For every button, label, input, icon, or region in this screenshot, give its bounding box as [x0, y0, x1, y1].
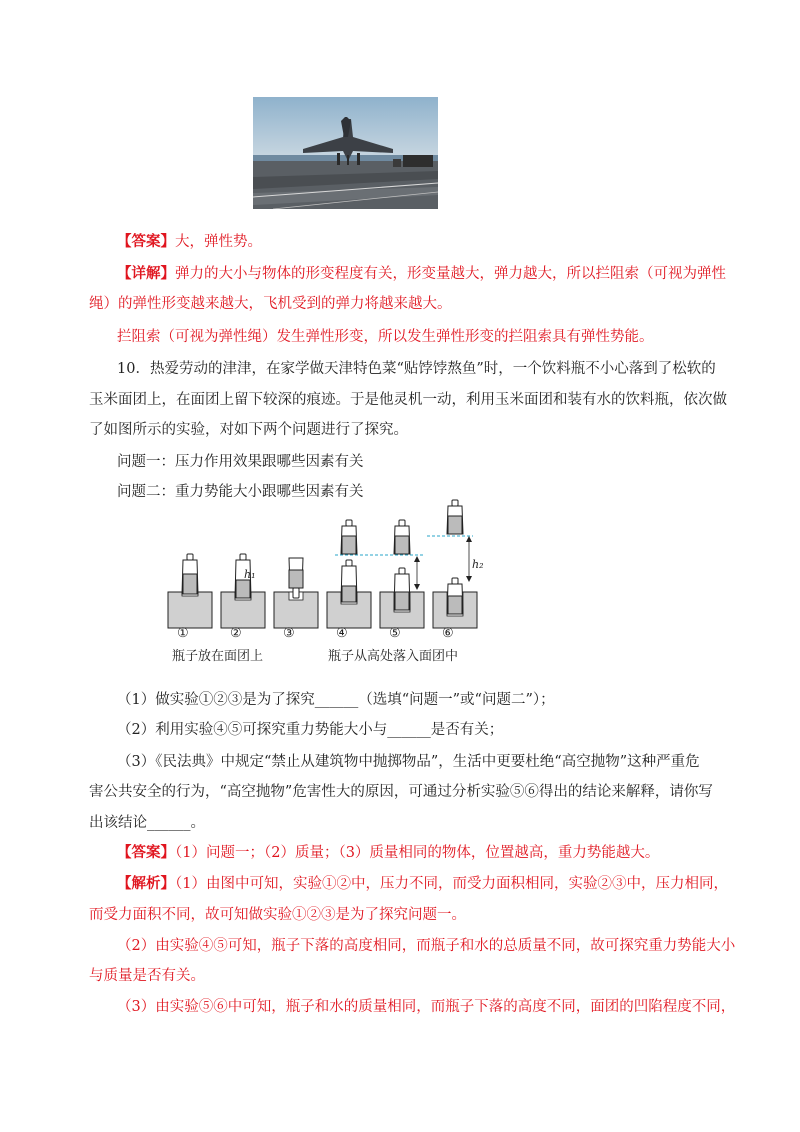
answer-paragraph [117, 232, 800, 252]
answer-paragraph-2 [117, 843, 800, 863]
label-5: ⑤ [389, 626, 401, 641]
label-2: ② [230, 626, 242, 641]
h1-label: h₁ [244, 568, 256, 581]
bottle-5-low [394, 568, 410, 610]
dough-block-1 [168, 592, 212, 628]
fighter-jet-landing-photo [253, 97, 438, 209]
h2-label: h₂ [472, 558, 484, 571]
sub-question-3-line-3: 出该结论______。 [89, 815, 205, 831]
detail-text-1: 弹力的大小与物体的形变程度有关，形变量越大，弹力越大，所以拦阻索（可视为弹性 [175, 266, 726, 282]
answer-text-2: （1）问题一；（2）质量；（3）质量相同的物体，位置越高，重力势能越大。 [175, 845, 660, 861]
detail-paragraph-2: 拦阻索（可视为弹性绳）发生弹性形变，所以发生弹性形变的拦阻索具有弹性势能。 [117, 329, 654, 345]
label-4: ④ [336, 626, 348, 641]
label-6: ⑥ [442, 626, 454, 641]
question-10-line-2: 玉米面团上，在面团上留下较深的痕迹。于是他灵机一动，利用玉米面团和装有水的饮料瓶，依次做 [89, 392, 727, 408]
caption-right: 瓶子从高处落入面团中 [328, 649, 459, 664]
analysis-line-2: 而受力面积不同，故可知做实验①②③是为了探究问题一。 [89, 907, 466, 923]
analysis-line-5: （3）由实验⑤⑥中可知，瓶子和水的质量相同，而瓶子下落的高度不同，面团的凹陷程度不同， [117, 999, 736, 1015]
problem-1: 问题一：压力作用效果跟哪些因素有关 [117, 454, 364, 470]
label-3: ③ [283, 626, 295, 641]
bottle-4-low [341, 560, 357, 602]
sub-question-2: （2）利用实验④⑤可探究重力势能大小与______是否有关； [117, 722, 504, 738]
detail-line-2: 绳）的弹性形变越来越大，飞机受到的弹力将越来越大。 [89, 296, 452, 312]
analysis-text-1: （1）由图中可知，实验①②中，压力不同，而受力面积相同，实验②③中，压力相同， [175, 876, 728, 892]
detail-tag: 【详解】 [117, 265, 175, 282]
bottle-4-high [341, 520, 357, 554]
bottle-1 [182, 554, 198, 594]
analysis-line-1 [117, 874, 800, 894]
question-10-line-3: 了如图所示的实验，对如下两个问题进行了探究。 [89, 422, 408, 438]
analysis-line-3: （2）由实验④⑤可知，瓶子下落的高度相同，而瓶子和水的总质量不同，故可探究重力势能大小 [117, 938, 736, 954]
analysis-tag: 【解析】 [117, 875, 175, 892]
problem-2: 问题二：重力势能大小跟哪些因素有关 [117, 484, 364, 500]
label-1: ① [177, 626, 189, 641]
bottle-6-high [447, 500, 463, 534]
answer-tag: 【答案】 [117, 233, 175, 250]
caption-left: 瓶子放在面团上 [172, 649, 264, 664]
sub-question-3-line-2: 害公共安全的行为，“高空抛物”危害性大的原因，可通过分析实验⑤⑥得出的结论来解释，请你写 [89, 784, 713, 800]
answer-text: 大，弹性势。 [175, 234, 262, 250]
sub-question-3-line-1: （3）《民法典》中规定“禁止从建筑物中抛掷物品”，生活中更要杜绝“高空抛物”这种严重危 [117, 754, 700, 770]
bottle-6-low [447, 578, 463, 614]
bottle-5-high [394, 520, 410, 554]
detail-line-1 [117, 264, 800, 284]
experiment-figure [163, 496, 483, 662]
question-10-line-1: 10．热爱劳动的津津，在家学做天津特色菜“贴饽饽熬鱼”时，一个饮料瓶不小心落到了松软的 [117, 361, 716, 377]
answer-tag-2: 【答案】 [117, 844, 175, 861]
analysis-line-4: 与质量是否有关。 [89, 968, 205, 984]
sub-question-1: （1）做实验①②③是为了探究______（选填“问题一”或“问题二”）； [117, 692, 555, 708]
